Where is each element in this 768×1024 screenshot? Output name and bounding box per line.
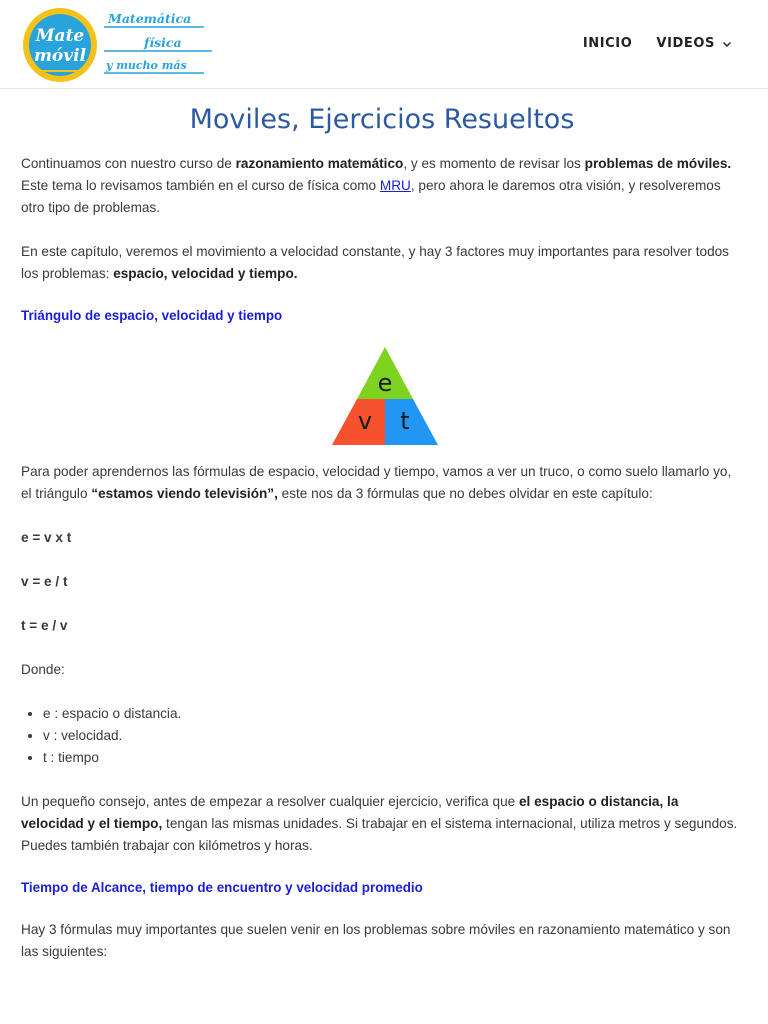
intro-paragraph	[21, 153, 743, 219]
text: tengan las mismas unidades. Si trabajar en el sistema internacional, utiliza metros y segundos. Puedes también trabajar con kilómetros y horas.	[21, 816, 738, 853]
bold-text: el espacio o distancia, la velocidad y el tiempo,	[21, 794, 679, 831]
text: este nos da 3 fórmulas que no debes olvidar en este capítulo:	[277, 486, 653, 501]
text: , y es momento de revisar los	[403, 156, 585, 171]
site-header	[0, 0, 768, 89]
site-logo[interactable]	[22, 5, 214, 85]
subheading-triangle: Triángulo de espacio, velocidad y tiempo	[21, 308, 283, 323]
nav-inicio-label: INICIO	[582, 36, 633, 51]
advice-paragraph	[21, 791, 743, 857]
formula-espacio: e = v x t	[21, 530, 72, 545]
formulas-intro-paragraph: Hay 3 fórmulas muy importantes que suelen venir en los problemas sobre móviles en razonamiento matemático y son las siguientes:	[21, 922, 731, 959]
chapter-paragraph	[21, 241, 743, 285]
logo-tagline1: Matemática	[108, 11, 192, 26]
formula-tiempo: t = e / v	[21, 618, 68, 633]
main-nav	[559, 36, 732, 51]
logo-badge-line2: móvil	[33, 46, 87, 66]
donde-label: Donde:	[21, 662, 65, 677]
list-item: • e : espacio o distancia.	[43, 703, 743, 725]
formula-velocidad: v = e / t	[21, 574, 68, 589]
page-title: Moviles, Ejercicios Resueltos	[189, 104, 575, 135]
subheading-alcance: Tiempo de Alcance, tiempo de encuentro y velocidad promedio	[21, 880, 423, 895]
list-item: • v : velocidad.	[43, 725, 743, 747]
text: Para poder aprendernos las fórmulas de espacio, velocidad y tiempo, vamos a ver un truco, o como suelo llamarlo yo, el triángulo	[21, 464, 732, 501]
text: Un pequeño consejo, antes de empezar a resolver cualquier ejercicio, verifica que	[21, 794, 519, 809]
triangle-label-v: v	[357, 407, 373, 435]
trick-paragraph	[21, 461, 743, 505]
text: Este tema lo revisamos también en el curso de física como	[21, 178, 380, 193]
article-content	[21, 89, 743, 963]
triangle-label-e: e	[377, 369, 393, 397]
bold-text: problemas de móviles.	[584, 156, 732, 171]
list-item: • t : tiempo	[43, 747, 743, 769]
triangle-label-t: t	[400, 407, 410, 435]
logo-tagline2: física	[144, 35, 182, 50]
text: Continuamos con nuestro curso de	[21, 156, 236, 171]
evt-triangle-image	[330, 345, 440, 447]
mru-link[interactable]: MRU	[379, 178, 411, 193]
chevron-down-icon	[722, 39, 732, 49]
variables-list	[21, 703, 743, 769]
bold-text: “estamos viendo televisión”,	[91, 486, 278, 501]
text: , pero ahora le daremos otra visión, y resolveremos otro tipo de problemas.	[21, 178, 721, 215]
bold-text: razonamiento matemático	[235, 156, 404, 171]
logo-tagline3: y mucho más	[106, 59, 187, 72]
triangle-figure	[21, 345, 743, 453]
triangle-right-segment	[385, 399, 438, 445]
nav-inicio[interactable]	[583, 36, 633, 51]
bold-text: espacio, velocidad y tiempo.	[113, 266, 298, 281]
nav-videos[interactable]	[656, 36, 732, 51]
logo-badge-line1: Mate	[35, 26, 85, 46]
nav-videos-label: VIDEOS	[656, 36, 715, 51]
text: En este capítulo, veremos el movimiento a velocidad constante, y hay 3 factores muy importantes para resolver todos los problemas:	[21, 244, 729, 281]
